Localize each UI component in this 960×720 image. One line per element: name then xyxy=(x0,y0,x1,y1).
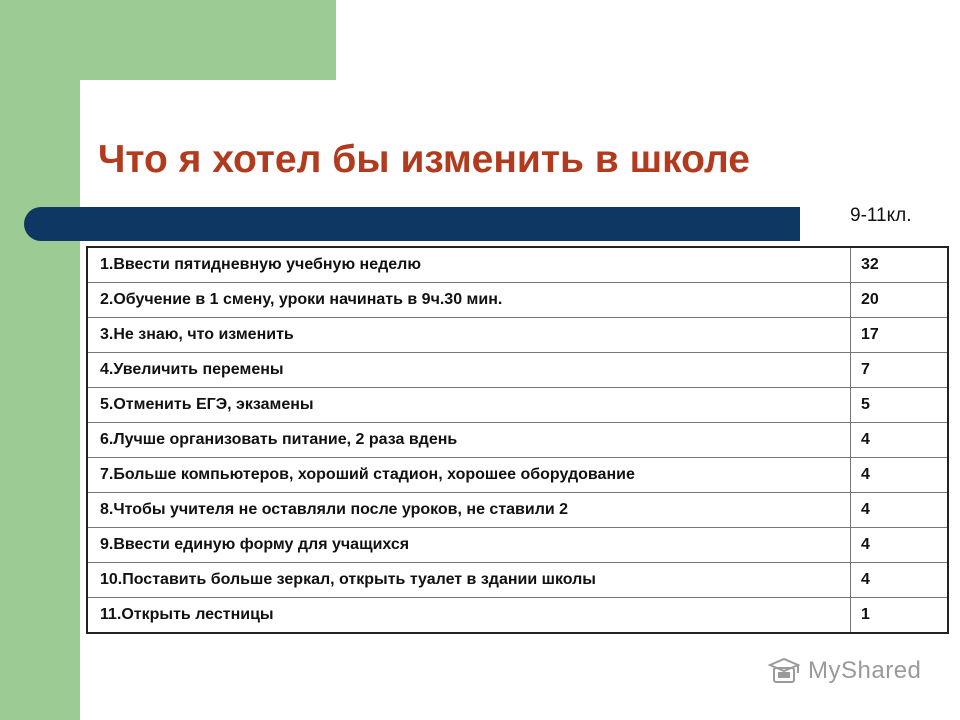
item-cell: 8.Чтобы учителя не оставляли после уроков, не ставили 2 xyxy=(87,493,851,528)
table-row xyxy=(87,318,948,353)
count-cell: 17 xyxy=(851,318,949,353)
item-cell: 2.Обучение в 1 смену, уроки начинать в 9ч.30 мин. xyxy=(87,283,851,318)
green-side-panel xyxy=(0,0,80,720)
watermark-logo xyxy=(766,656,921,686)
count-cell: 4 xyxy=(851,458,949,493)
item-cell: 3.Не знаю, что изменить xyxy=(87,318,851,353)
count-cell: 4 xyxy=(851,423,949,458)
watermark-text: MyShared xyxy=(808,657,922,684)
count-cell: 20 xyxy=(851,283,949,318)
item-cell: 9.Ввести единую форму для учащихся xyxy=(87,528,851,563)
table-row xyxy=(87,283,948,318)
table-row xyxy=(87,493,948,528)
table-row xyxy=(87,353,948,388)
slide-title: Что я хотел бы изменить в школе xyxy=(98,138,750,181)
count-cell: 7 xyxy=(851,353,949,388)
item-cell: 7.Больше компьютеров, хороший стадион, хорошее оборудование xyxy=(87,458,851,493)
table-row xyxy=(87,423,948,458)
grade-label: 9-11кл. xyxy=(850,205,912,226)
count-cell: 4 xyxy=(851,528,949,563)
count-cell: 5 xyxy=(851,388,949,423)
count-cell: 4 xyxy=(851,493,949,528)
table-row xyxy=(87,388,948,423)
table-row xyxy=(87,598,948,634)
table-row xyxy=(87,528,948,563)
item-cell: 11.Открыть лестницы xyxy=(87,598,851,634)
mortarboard-tablet-icon xyxy=(766,656,802,686)
green-top-panel xyxy=(80,0,336,80)
item-cell: 1.Ввести пятидневную учебную неделю xyxy=(87,247,851,283)
table-row xyxy=(87,247,948,283)
title-underline-band xyxy=(24,207,800,241)
survey-table xyxy=(86,246,949,634)
item-cell: 10.Поставить больше зеркал, открыть туалет в здании школы xyxy=(87,563,851,598)
count-cell: 32 xyxy=(851,247,949,283)
item-cell: 6.Лучше организовать питание, 2 раза вдень xyxy=(87,423,851,458)
count-cell: 4 xyxy=(851,563,949,598)
table-row xyxy=(87,563,948,598)
count-cell: 1 xyxy=(851,598,949,634)
item-cell: 4.Увеличить перемены xyxy=(87,353,851,388)
table-row xyxy=(87,458,948,493)
item-cell: 5.Отменить ЕГЭ, экзамены xyxy=(87,388,851,423)
